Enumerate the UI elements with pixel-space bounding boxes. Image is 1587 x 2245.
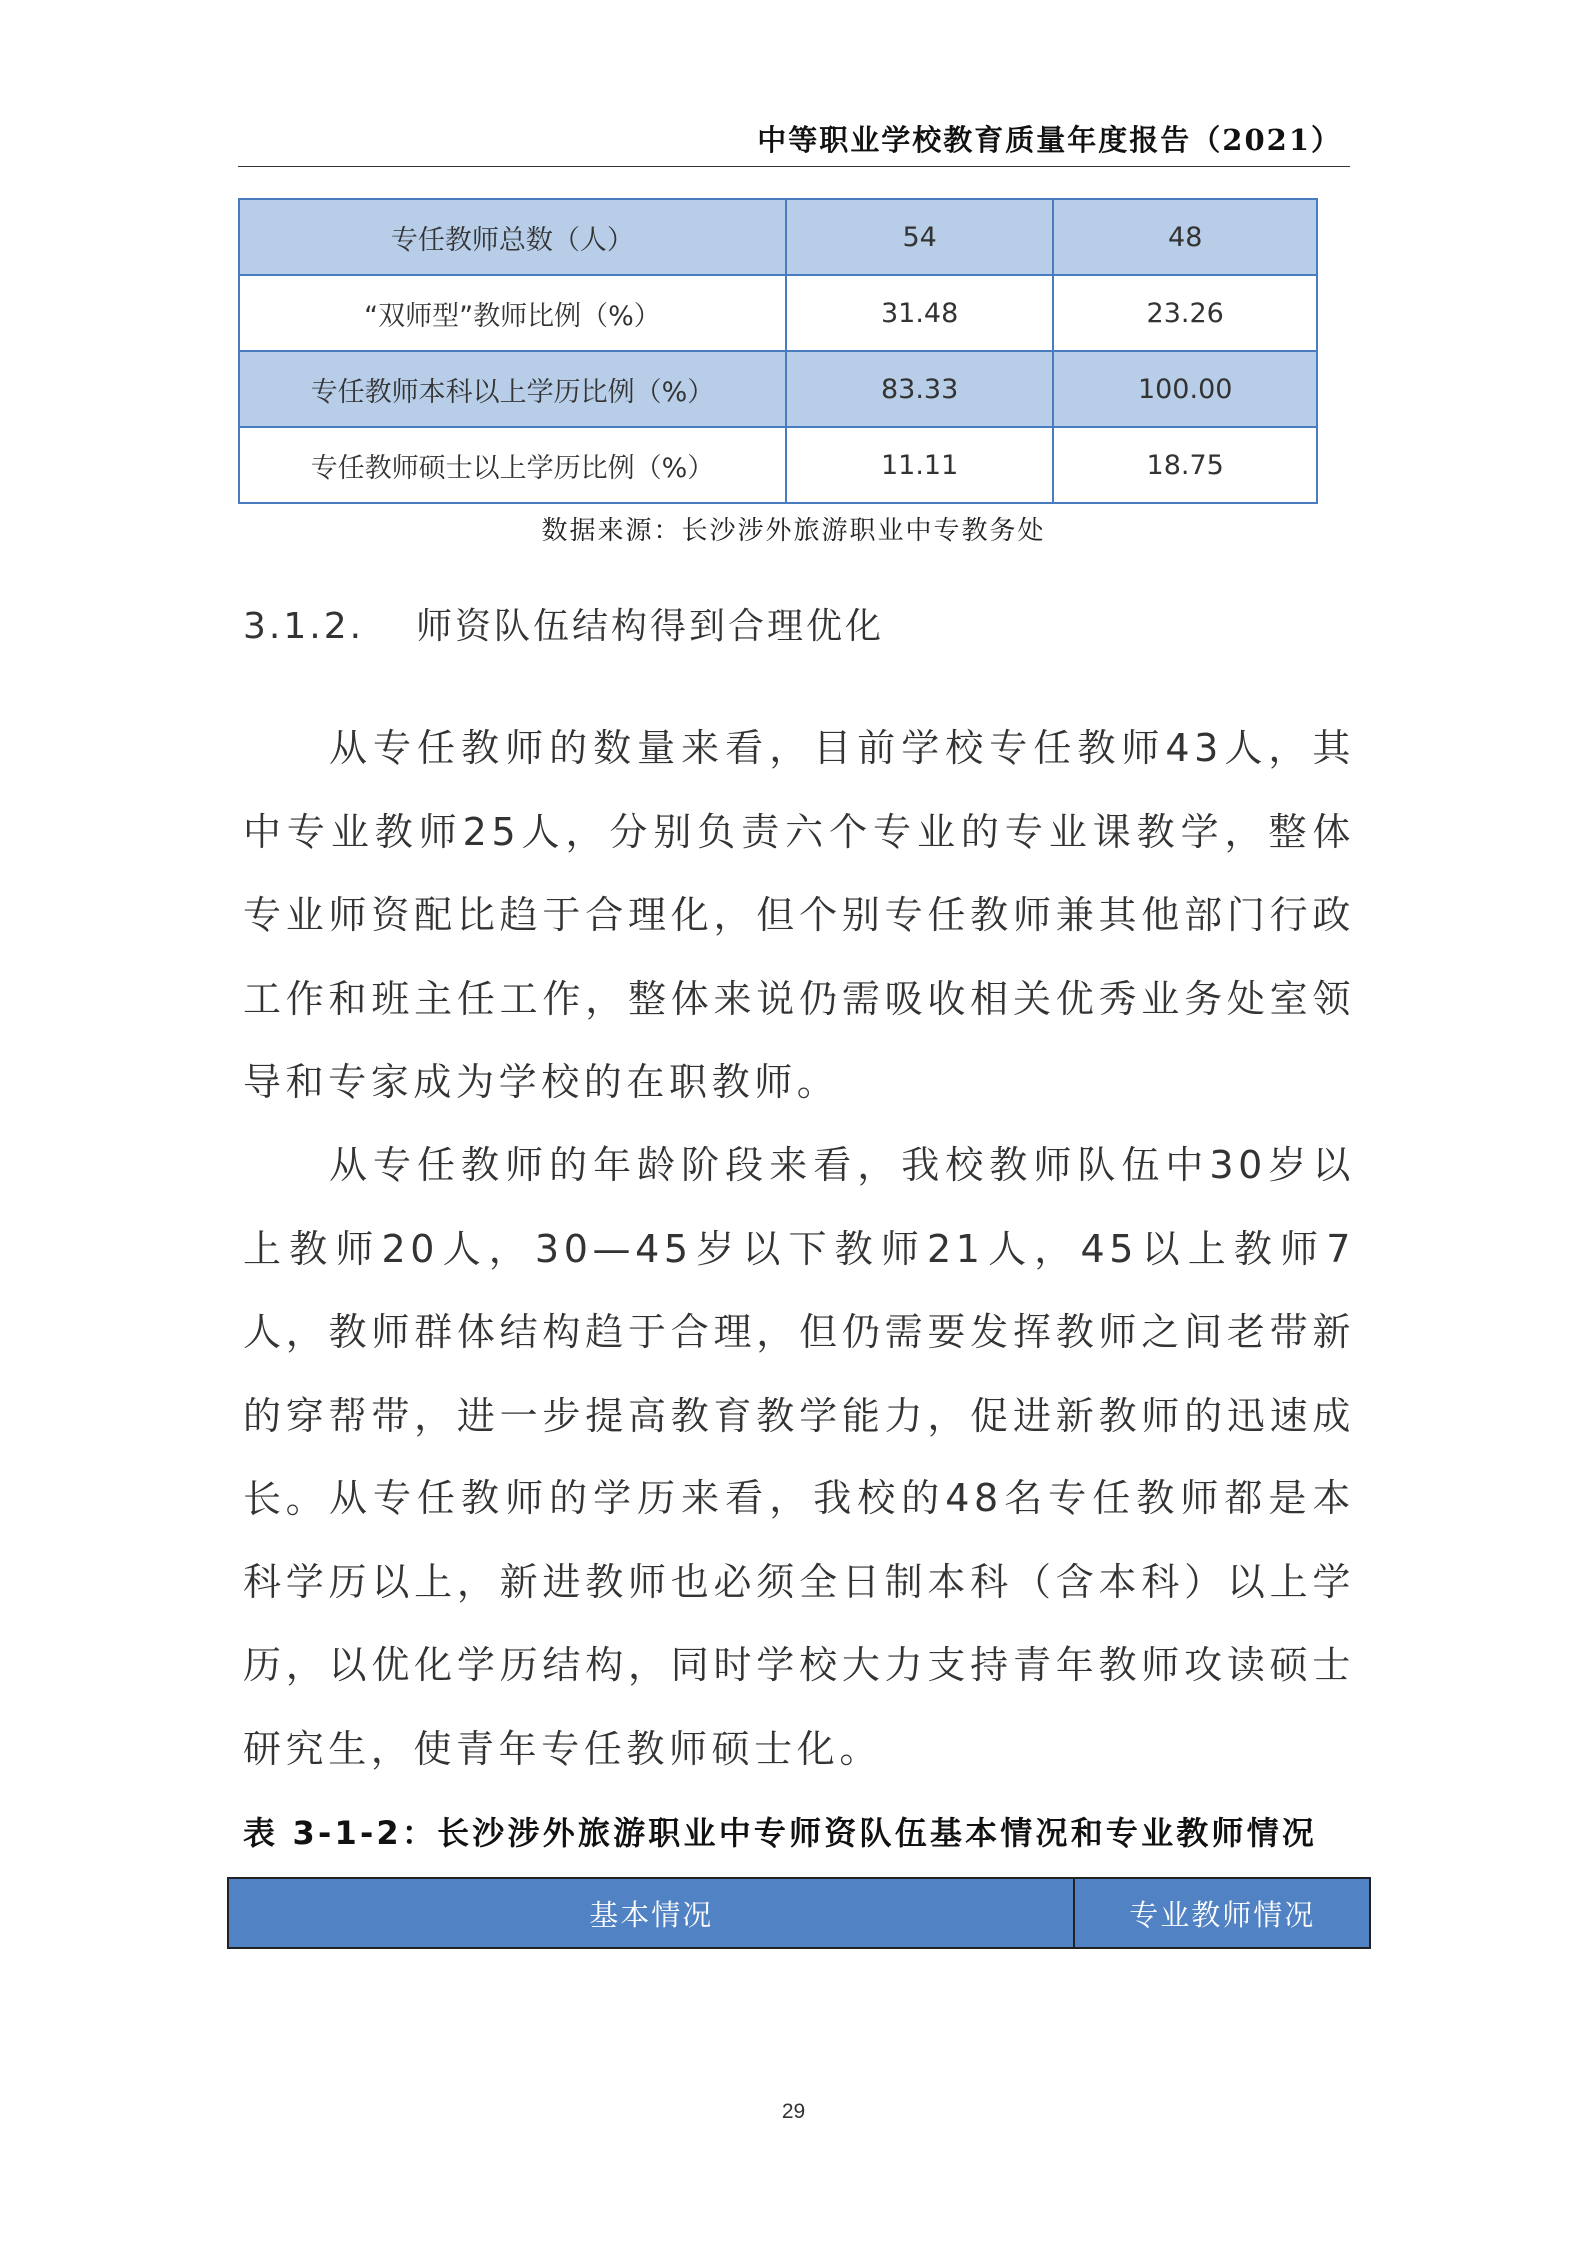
table-caption: 表 3-1-2：长沙涉外旅游职业中专师资队伍基本情况和专业教师情况: [243, 1814, 1318, 1852]
cell-value: 100.00: [1053, 351, 1317, 427]
cell-value: 18.75: [1053, 427, 1317, 503]
running-header: 中等职业学校教育质量年度报告（2021）: [757, 123, 1342, 157]
row-label: 专任教师硕士以上学历比例（%）: [239, 427, 786, 503]
column-header: 专业教师情况: [1074, 1878, 1370, 1948]
cell-value: 54: [786, 199, 1054, 275]
cell-value: 23.26: [1053, 275, 1317, 351]
cell-value: 11.11: [786, 427, 1054, 503]
row-label: “双师型”教师比例（%）: [239, 275, 786, 351]
cell-value: 83.33: [786, 351, 1054, 427]
body-paragraph: 从专任教师的年龄阶段来看，我校教师队伍中30岁以上教师20人，30—45岁以下教师21人，45以上教师7人，教师群体结构趋于合理，但仍需要发挥教师之间老带新的穿帮带，进一步提高教育教学能力，促进新教师的迅速成长。: [243, 1143, 1355, 1521]
body-paragraph: 从专任教师的数量来看，目前学校专任教师43人，其中专业教师25人，分别负责六个专业的专业课教学，整体专业师资配比趋于合理化，但个别专任教师兼其他部门行政工作和班主任工作，整体来说仍需吸收相关优秀业务处室领导和专家成为学校的在职教师。: [243, 726, 1355, 1104]
table-row: [239, 275, 1317, 351]
table-header-row: [228, 1878, 1370, 1948]
teacher-stats-table: [238, 198, 1318, 504]
cell-value: 31.48: [786, 275, 1054, 351]
header-divider: [238, 166, 1350, 167]
column-header: 基本情况: [228, 1878, 1074, 1948]
table-row: [239, 427, 1317, 503]
row-label: 专任教师本科以上学历比例（%）: [239, 351, 786, 427]
section-number: 3.1.2.: [243, 606, 365, 647]
page-number: 29: [781, 2100, 806, 2123]
data-source-note: 数据来源：长沙涉外旅游职业中专教务处: [541, 516, 1046, 546]
table-row: [239, 351, 1317, 427]
staff-overview-table: [227, 1877, 1371, 1949]
section-title: 师资队伍结构得到合理优化: [416, 606, 885, 647]
section-heading: [243, 598, 884, 649]
cell-value: 48: [1053, 199, 1317, 275]
table-row: [239, 199, 1317, 275]
body-paragraph: 从专任教师的学历来看，我校的48名专任教师都是本科学历以上，新进教师也必须全日制本科（含本科）以上学历，以优化学历结构，同时学校大力支持青年教师攻读硕士研究生，使青年专任教师硕士化。: [243, 1476, 1355, 1771]
row-label: 专任教师总数（人）: [239, 199, 786, 275]
